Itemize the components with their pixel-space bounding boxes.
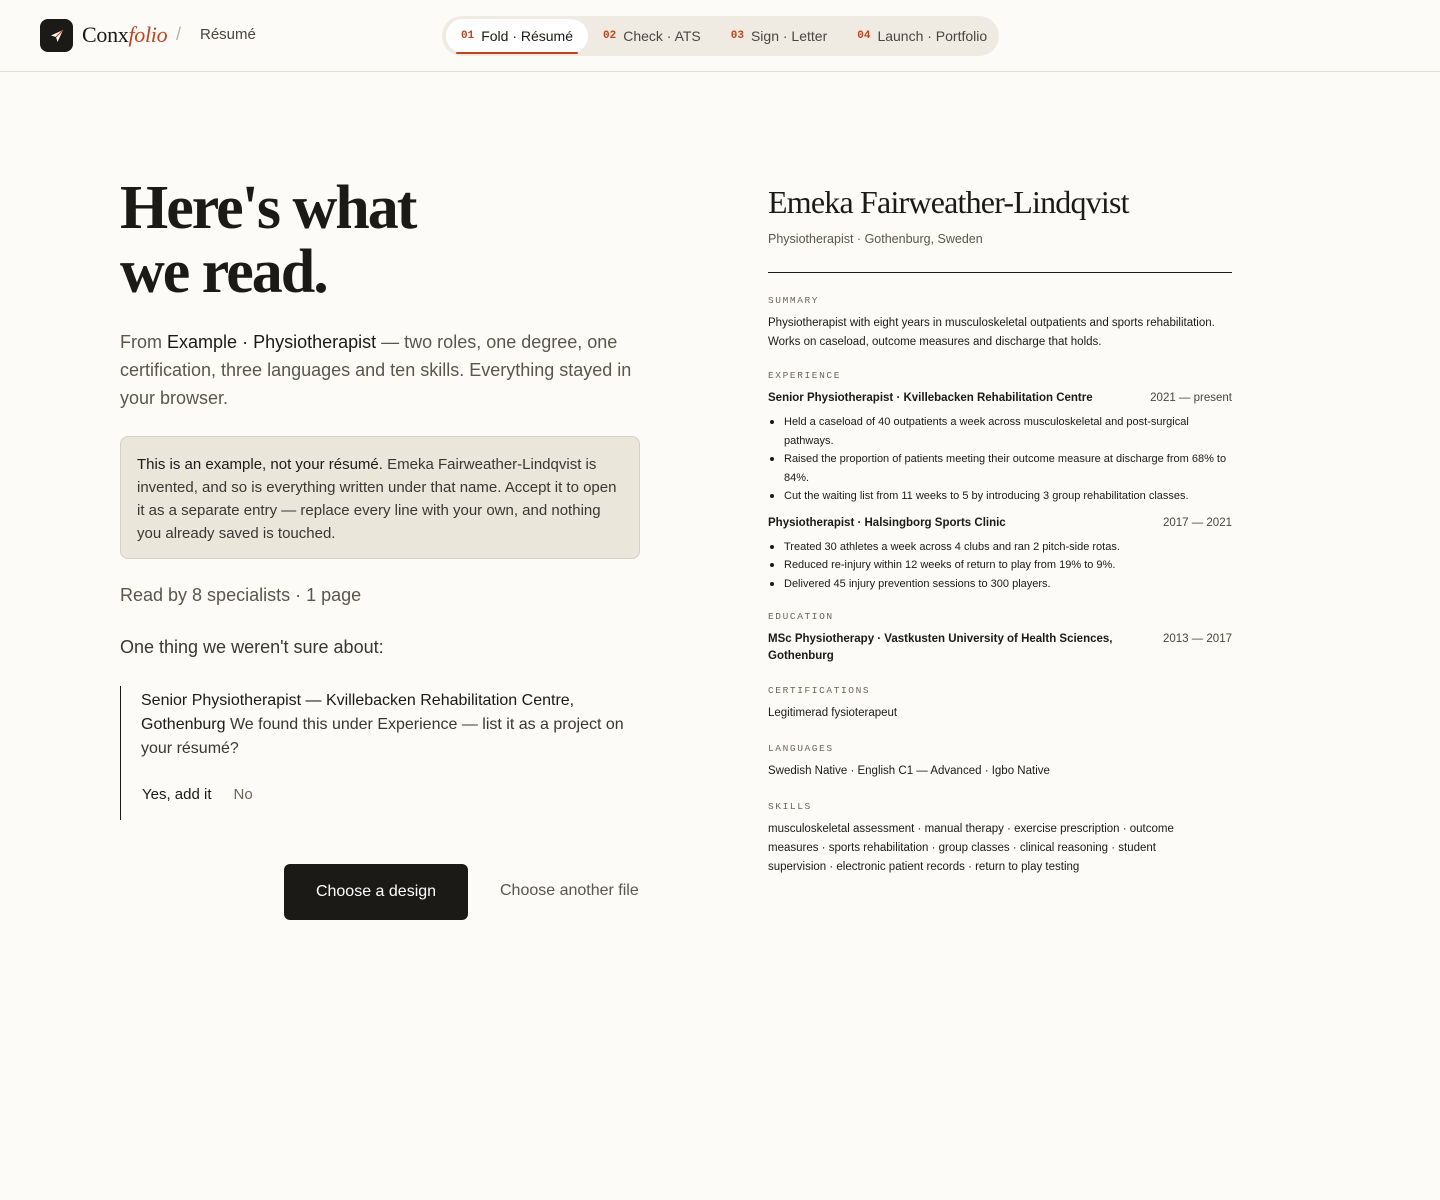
education-entry <box>768 631 1232 665</box>
job-title: Senior Physiotherapist · Kvillebacken Rehabilitation Centre <box>768 392 1093 404</box>
step-number: 02 <box>603 30 617 42</box>
tab-check-ats[interactable] <box>588 19 716 53</box>
tab-fold-resume[interactable] <box>446 19 588 53</box>
list-item: Raised the proportion of patients meeting their outcome measure at discharge from 68% to 84%. <box>768 450 1232 487</box>
tab-launch-portfolio[interactable] <box>842 19 1002 53</box>
intro-text <box>120 328 650 412</box>
top-bar <box>0 0 1440 72</box>
step-number: 01 <box>461 30 475 42</box>
choose-another-file-link[interactable]: Choose another file <box>500 882 639 899</box>
notice-text: Emeka Fairweather-Lindqvist is invented, and so is everything written under that name. Accept it to open it as a separate entry — replace every line with your own, and nothing you already saved is touched. <box>137 456 617 542</box>
step-label: Fold · Résumé <box>481 28 574 44</box>
headline-line-2: we read. <box>120 238 327 306</box>
intro-prefix: From <box>120 332 162 352</box>
languages-heading: LANGUAGES <box>768 743 834 754</box>
question-entry: Senior Physiotherapist — Kvillebacken Rehabilitation Centre, Gothenburg <box>141 692 575 733</box>
languages-text: Swedish Native · English C1 — Advanced · Igbo Native <box>768 765 1050 777</box>
brand-italic: folio <box>128 22 168 47</box>
unsure-label: One thing we weren't sure about: <box>120 637 384 657</box>
notice-strong: This is an example, not your résumé. <box>137 456 383 473</box>
intro-role: Physiotherapist <box>253 332 377 352</box>
step-label: Sign · Letter <box>750 28 828 44</box>
question-text <box>141 689 640 761</box>
yes-add-button[interactable]: Yes, add it <box>142 786 212 803</box>
no-button[interactable]: No <box>233 786 253 803</box>
list-item: Held a caseload of 40 outpatients a week across musculoskeletal and post-surgical pathways. <box>768 413 1232 450</box>
choose-design-button[interactable]: Choose a design <box>284 864 468 920</box>
intro-rest: — two roles, one degree, one certification, three languages and ten skills. Everything stayed in your browser. <box>120 332 632 408</box>
step-number: 04 <box>857 30 871 42</box>
question-actions <box>142 786 253 803</box>
skills-text: musculoskeletal assessment · manual therapy · exercise prescription · outcome measures · sports rehabilitation · group classes · clinical reasoning · student supervision · electronic patient records · return to play testing <box>768 823 1174 873</box>
intro-dot: · <box>242 332 249 352</box>
certifications-heading: CERTIFICATIONS <box>768 685 871 696</box>
list-item: Delivered 45 injury prevention sessions to 300 players. <box>768 575 1232 594</box>
resume-preview <box>768 184 1232 877</box>
resume-divider <box>768 272 1232 273</box>
list-item: Cut the waiting list from 11 weeks to 5 by introducing 3 group rehabilitation classes. <box>768 487 1232 506</box>
paper-plane-icon[interactable] <box>40 19 73 52</box>
brand-plain: Conx <box>82 22 129 47</box>
step-tabs <box>442 16 999 56</box>
example-notice <box>120 436 640 559</box>
question-prompt: We found this under Experience — list it as a project on your résumé? <box>141 716 624 757</box>
education-title: MSc Physiotherapy · Vastkusten University of Health Sciences, Gothenburg <box>768 633 1113 662</box>
resume-name: Emeka Fairweather-Lindqvist <box>768 184 1129 220</box>
list-item: Treated 30 athletes a week across 4 clubs and ran 2 pitch-side rotas. <box>768 538 1232 557</box>
step-label: Launch · Portfolio <box>877 28 988 44</box>
clarification-question <box>120 686 640 820</box>
tab-sign-letter[interactable] <box>716 19 842 53</box>
job-bullets <box>768 413 1232 506</box>
experience-heading: EXPERIENCE <box>768 370 842 381</box>
certifications-text: Legitimerad fysioterapeut <box>768 707 898 719</box>
job-dates: 2017 — 2021 <box>1162 516 1232 529</box>
job-dates: 2021 — present <box>1150 392 1232 404</box>
breadcrumb-current: Résumé <box>200 26 256 43</box>
resume-subtitle: Physiotherapist · Gothenburg, Sweden <box>768 232 983 246</box>
education-heading: EDUCATION <box>768 611 834 622</box>
read-meta: Read by 8 specialists · 1 page <box>120 585 362 605</box>
paper-plane-glyph <box>49 28 65 44</box>
job-bullets <box>768 538 1232 594</box>
job-header <box>768 515 1232 532</box>
step-label: Check · ATS <box>623 28 701 44</box>
job-title: Physiotherapist · Halsingborg Sports Clinic <box>768 516 1006 529</box>
headline-line-1: Here's what <box>120 174 416 242</box>
list-item: Reduced re-injury within 12 weeks of return to play from 19% to 9%. <box>768 556 1232 575</box>
education-dates: 2013 — 2017 <box>1162 633 1232 645</box>
summary-text: Physiotherapist with eight years in musculoskeletal outpatients and sports rehabilitation. Works on caseload, outcome measures and discharge that holds. <box>768 317 1215 348</box>
page-title <box>120 176 540 304</box>
job-header <box>768 390 1232 407</box>
skills-heading: SKILLS <box>768 801 812 812</box>
brand-name[interactable] <box>82 22 167 48</box>
summary-heading: SUMMARY <box>768 295 820 306</box>
step-number: 03 <box>730 30 744 42</box>
breadcrumb-separator: / <box>176 24 182 44</box>
intro-source: Example <box>167 332 238 352</box>
